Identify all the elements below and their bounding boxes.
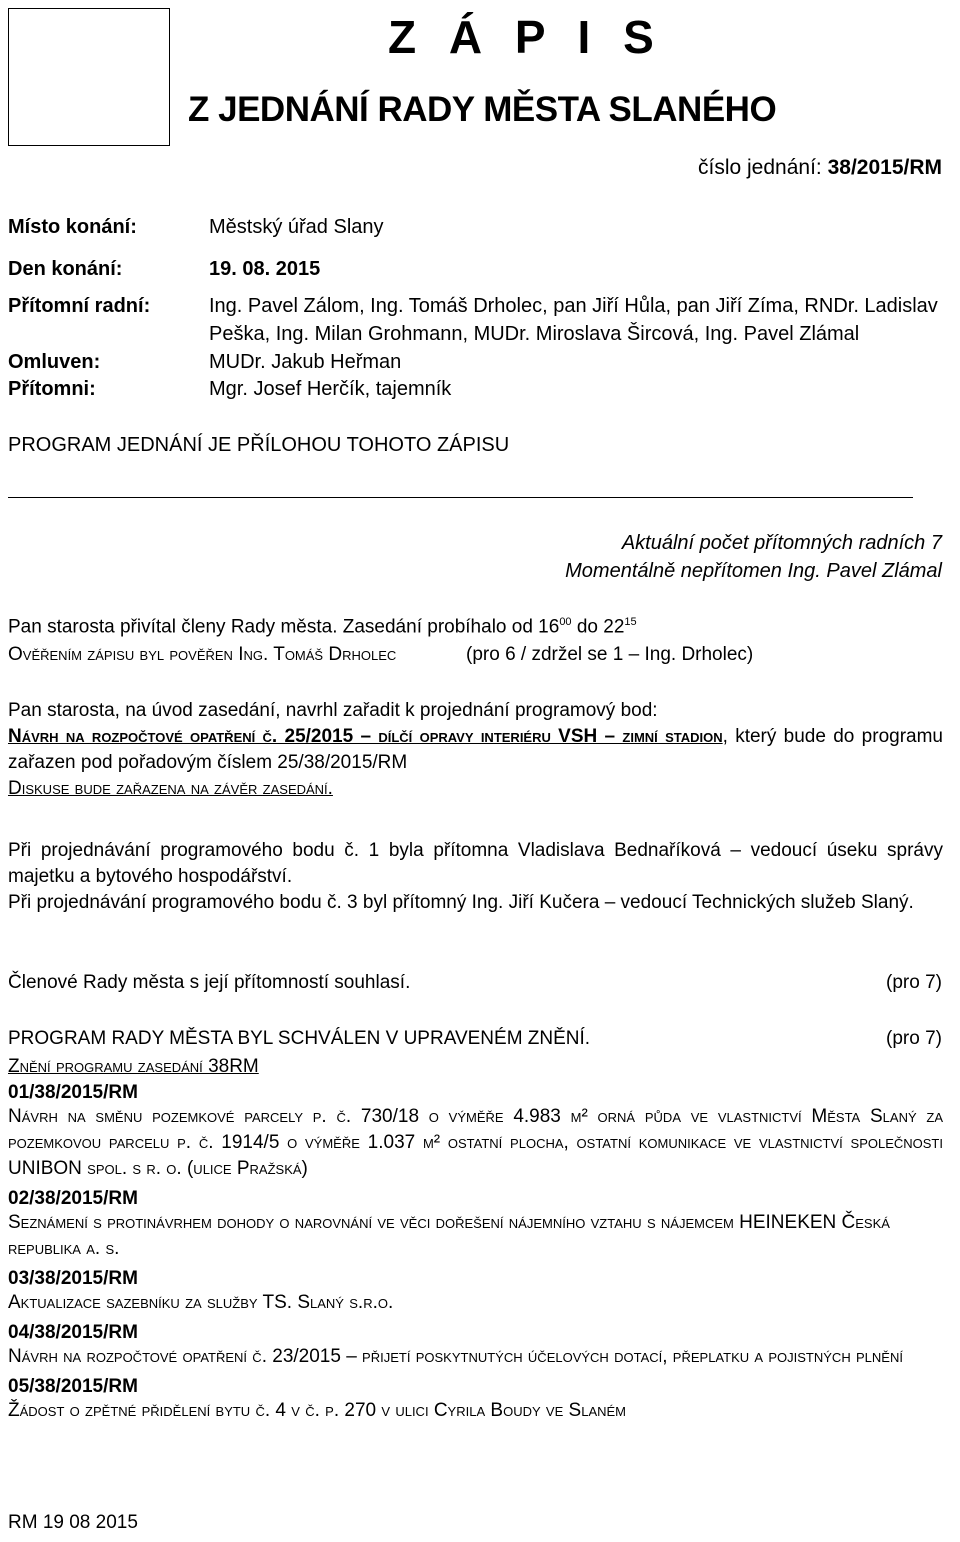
clenove-vote: (pro 7) bbox=[886, 972, 942, 993]
proposal-block bbox=[8, 698, 943, 802]
den-label: Den konání: bbox=[8, 258, 123, 280]
list-item bbox=[8, 1188, 943, 1262]
cislo-value: 38/2015/RM bbox=[827, 156, 942, 179]
proposal-line1: Pan starosta, na úvod zasedání, navrhl zařadit k projednání programový bod: bbox=[8, 700, 658, 721]
proposal-bod-title: Návrh na rozpočtové opatření č. 25/2015 – dílčí opravy interiéru VSH – zimní stadion bbox=[8, 726, 723, 747]
proposal-bod bbox=[8, 724, 943, 776]
items-list bbox=[8, 1082, 943, 1424]
header-box bbox=[8, 8, 170, 146]
item-code: 04/38/2015/RM bbox=[8, 1322, 138, 1343]
welcome-text bbox=[8, 616, 637, 638]
item-code: 03/38/2015/RM bbox=[8, 1268, 138, 1289]
welcome-main: Pan starosta přivítal členy Rady města. Zasedání probíhalo od 16 bbox=[8, 616, 560, 638]
item-code: 05/38/2015/RM bbox=[8, 1376, 138, 1397]
omluven-label: Omluven: bbox=[8, 351, 101, 373]
item-text: Návrh na rozpočtové opatření č. 23/2015 – přijetí poskytnutých účelových dotací, přeplatku a pojistných plnění bbox=[8, 1346, 903, 1367]
program-vote: (pro 7) bbox=[886, 1028, 942, 1049]
document-title: Z Á P I S bbox=[388, 11, 664, 63]
item-text: Žádost o zpětné přidělení bytu č. 4 v č. p. 270 v ulici Cyrila Boudy ve Slaném bbox=[8, 1400, 626, 1421]
overeni-vote: (pro 6 / zdržel se 1 – Ing. Drholec) bbox=[466, 644, 754, 665]
misto-value: Městský úřad Slany bbox=[209, 216, 384, 238]
item-text: Seznámení s protinávrhem dohody o narovnání ve věci dořešení nájemního vztahu s nájemcem HEINEKEN Česká republika a. s. bbox=[8, 1212, 890, 1259]
pritomni-radni-label: Přítomní radní: bbox=[8, 295, 151, 317]
list-item bbox=[8, 1082, 943, 1182]
program-note: PROGRAM JEDNÁNÍ JE PŘÍLOHOU TOHOTO ZÁPISU bbox=[8, 434, 510, 456]
page-footer: RM 19 08 2015 bbox=[8, 1512, 138, 1533]
pritomni-radni-line1: Ing. Pavel Zálom, Ing. Tomáš Drholec, pan Jiří Hůla, pan Jiří Zíma, RNDr. Ladislav bbox=[209, 295, 938, 317]
start-time-sup: 00 bbox=[559, 616, 572, 628]
overeni-text: Ověřením zápisu byl pověřen Ing. Tomáš Drholec bbox=[8, 644, 397, 665]
pritomni-value: Mgr. Josef Herčík, tajemník bbox=[209, 378, 452, 400]
attendance-absent: Momentálně nepřítomen Ing. Pavel Zlámal bbox=[565, 560, 942, 582]
cislo-jednani bbox=[698, 156, 942, 180]
list-item bbox=[8, 1322, 943, 1370]
welcome-to: do 22 bbox=[571, 616, 625, 638]
zneni-programu: Znění programu zasedání 38RM bbox=[8, 1056, 259, 1077]
pritomni-label: Přítomni: bbox=[8, 378, 96, 400]
cislo-label: číslo jednání: bbox=[698, 156, 822, 179]
misto-label: Místo konání: bbox=[8, 216, 137, 238]
item-code: 02/38/2015/RM bbox=[8, 1188, 138, 1209]
list-item bbox=[8, 1268, 943, 1316]
attendee-note-1: Při projednávání programového bodu č. 1 byla přítomna Vladislava Bednaříková – vedoucí úseku správy majetku a bytového hospodářství. bbox=[8, 840, 943, 887]
den-value: 19. 08. 2015 bbox=[209, 258, 321, 280]
document-subtitle: Z JEDNÁNÍ RADY MĚSTA SLANÉHO bbox=[188, 90, 777, 129]
omluven-value: MUDr. Jakub Heřman bbox=[209, 351, 402, 373]
attendance-count: Aktuální počet přítomných radních 7 bbox=[621, 532, 942, 554]
item-text: Návrh na směnu pozemkové parcely p. č. 730/18 o výměře 4.983 m² orná půda ve vlastnictví Města Slaný za pozemkovou parcelu p. č. 1914/5 o výměře 1.037 m² ostatní plocha, ostatní komunikace ve vlastnictví společnosti UNIBON spol. s r. o. (ulice Pražská) bbox=[8, 1106, 943, 1179]
attendee-note-2: Při projednávání programového bodu č. 3 byl přítomný Ing. Jiří Kučera – vedoucí Technických služeb Slaný. bbox=[8, 892, 914, 913]
proposal-bod-rest: , který bude do programu zařazen pod pořadovým číslem 25/38/2015/RM bbox=[8, 726, 943, 773]
end-time-sup: 15 bbox=[624, 616, 637, 628]
clenove-text: Členové Rady města s její přítomností souhlasí. bbox=[8, 972, 411, 993]
program-approved: PROGRAM RADY MĚSTA BYL SCHVÁLEN V UPRAVENÉM ZNĚNÍ. bbox=[8, 1028, 591, 1049]
pritomni-radni-line2: Peška, Ing. Milan Grohmann, MUDr. Miroslava Šircová, Ing. Pavel Zlámal bbox=[209, 323, 860, 345]
proposal-diskuse: Diskuse bude zařazena na závěr zasedání. bbox=[8, 778, 333, 799]
divider-line bbox=[8, 497, 913, 498]
item-text: Aktualizace sazebníku za služby TS. Slaný s.r.o. bbox=[8, 1292, 394, 1313]
list-item bbox=[8, 1376, 943, 1424]
item-code: 01/38/2015/RM bbox=[8, 1082, 138, 1103]
